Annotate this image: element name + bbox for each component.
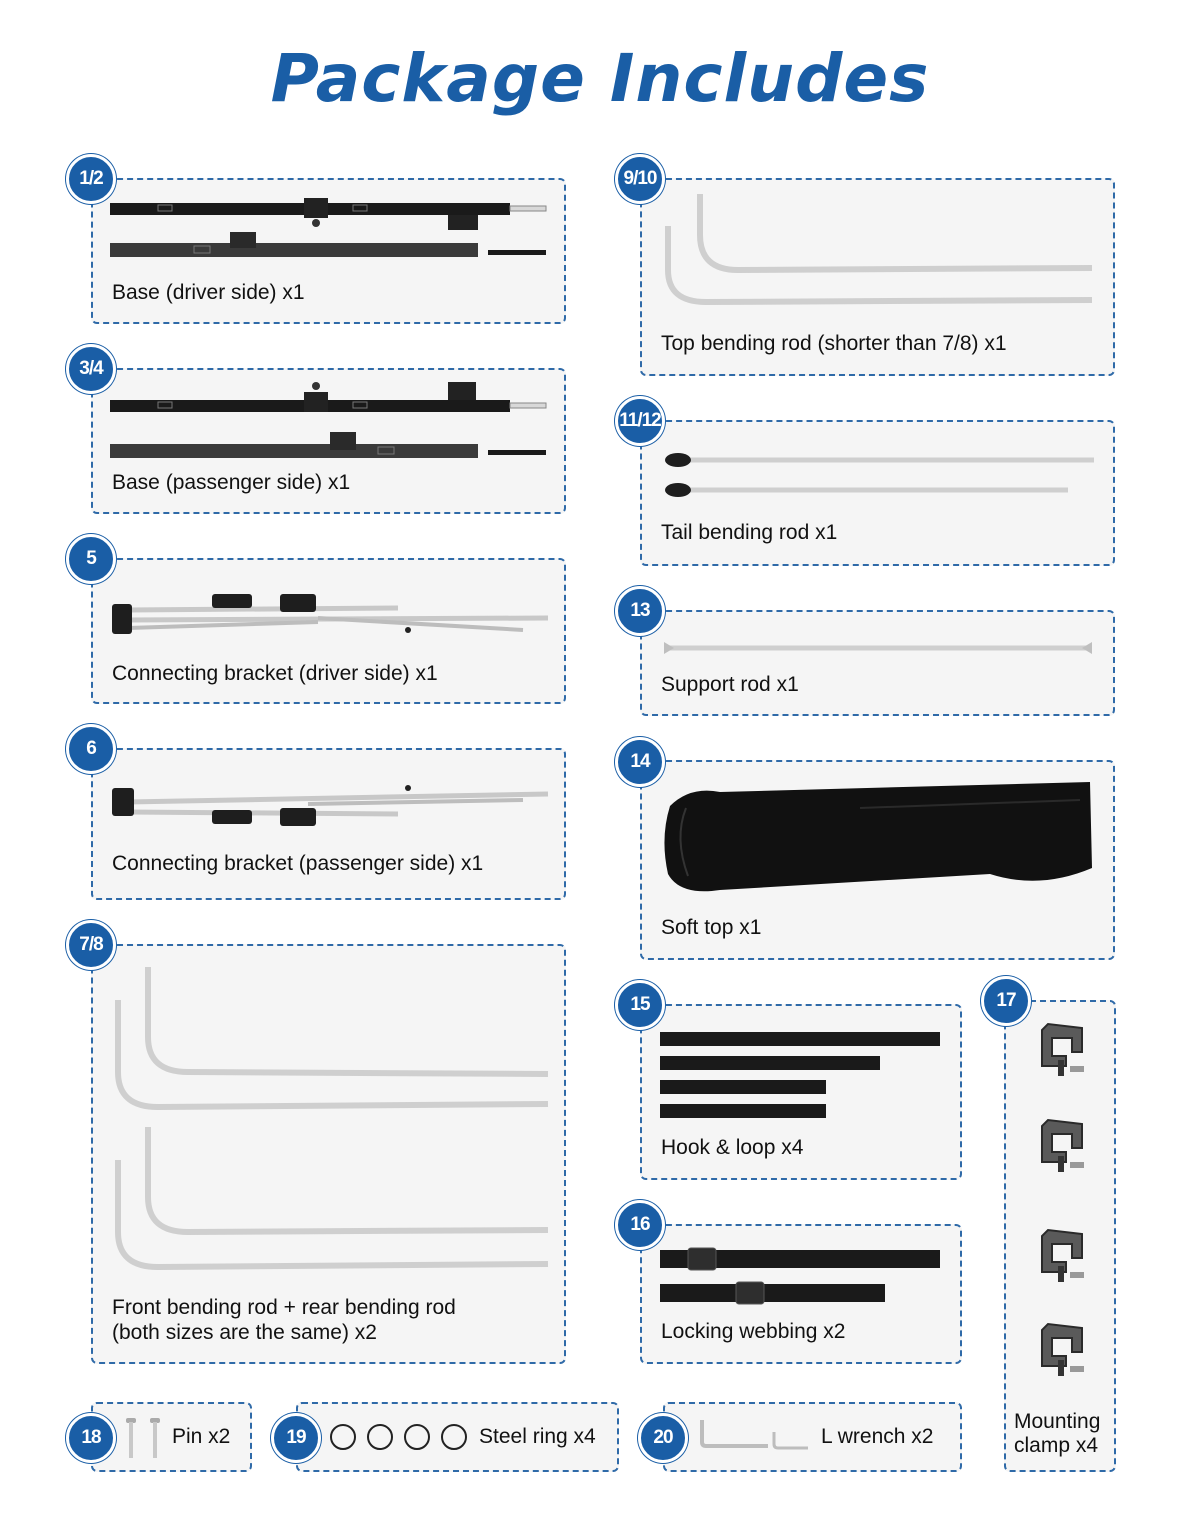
- bent-rods-icon: [108, 962, 553, 1272]
- badge-17: 17: [981, 976, 1031, 1026]
- item-label: Steel ring x4: [479, 1425, 596, 1448]
- item-label: Base (passenger side) x1: [112, 471, 351, 494]
- badge-5: 5: [66, 534, 116, 584]
- badge-19: 19: [271, 1413, 321, 1463]
- badge-14: 14: [615, 737, 665, 787]
- black-base-rails-icon: [108, 380, 553, 460]
- item-label: Pin x2: [172, 1425, 231, 1448]
- badge-9-10: 9/10: [615, 154, 665, 204]
- velcro-strips-icon: [660, 1032, 945, 1122]
- black-base-rails-icon: [108, 195, 553, 265]
- badge-16: 16: [615, 1200, 665, 1250]
- item-label: L wrench x2: [821, 1425, 934, 1448]
- badge-13: 13: [615, 586, 665, 636]
- item-label: Hook & loop x4: [661, 1136, 804, 1159]
- bent-rods-icon: [658, 190, 1098, 310]
- badge-15: 15: [615, 980, 665, 1030]
- badge-7-8: 7/8: [66, 920, 116, 970]
- item-label: Support rod x1: [661, 673, 799, 696]
- page-title: Package Includes: [270, 40, 930, 117]
- item-label: Locking webbing x2: [661, 1320, 846, 1343]
- support-rod-icon: [660, 636, 1100, 660]
- folding-bracket-icon: [108, 588, 553, 643]
- l-wrench-icon: [698, 1418, 813, 1452]
- item-label: Connecting bracket (passenger side) x1: [112, 852, 484, 875]
- straight-rods-icon: [660, 448, 1100, 498]
- item-support-rod-panel: [640, 610, 1115, 716]
- item-label: Connecting bracket (driver side) x1: [112, 662, 438, 685]
- item-label-line2: (both sizes are the same) x2: [112, 1321, 377, 1344]
- c-clamp-icon: [1034, 1020, 1094, 1380]
- item-label: Base (driver side) x1: [112, 281, 305, 304]
- item-label: Top bending rod (shorter than 7/8) x1: [661, 332, 1007, 355]
- item-label-line2: clamp x4: [1014, 1434, 1099, 1457]
- badge-18: 18: [66, 1413, 116, 1463]
- item-label: Tail bending rod x1: [661, 521, 838, 544]
- item-label-line1: Front bending rod + rear bending rod: [112, 1296, 456, 1319]
- badge-6: 6: [66, 724, 116, 774]
- badge-20: 20: [638, 1413, 688, 1463]
- item-label-line1: Mounting: [1014, 1410, 1101, 1433]
- badge-1-2: 1/2: [66, 154, 116, 204]
- badge-3-4: 3/4: [66, 344, 116, 394]
- folding-bracket-icon: [108, 780, 553, 835]
- ring-icon: [328, 1423, 470, 1453]
- buckle-straps-icon: [660, 1248, 945, 1308]
- item-label: Soft top x1: [661, 916, 762, 939]
- soft-top-bag-icon: [660, 778, 1100, 898]
- pin-icon: [122, 1416, 166, 1460]
- badge-11-12: 11/12: [615, 396, 665, 446]
